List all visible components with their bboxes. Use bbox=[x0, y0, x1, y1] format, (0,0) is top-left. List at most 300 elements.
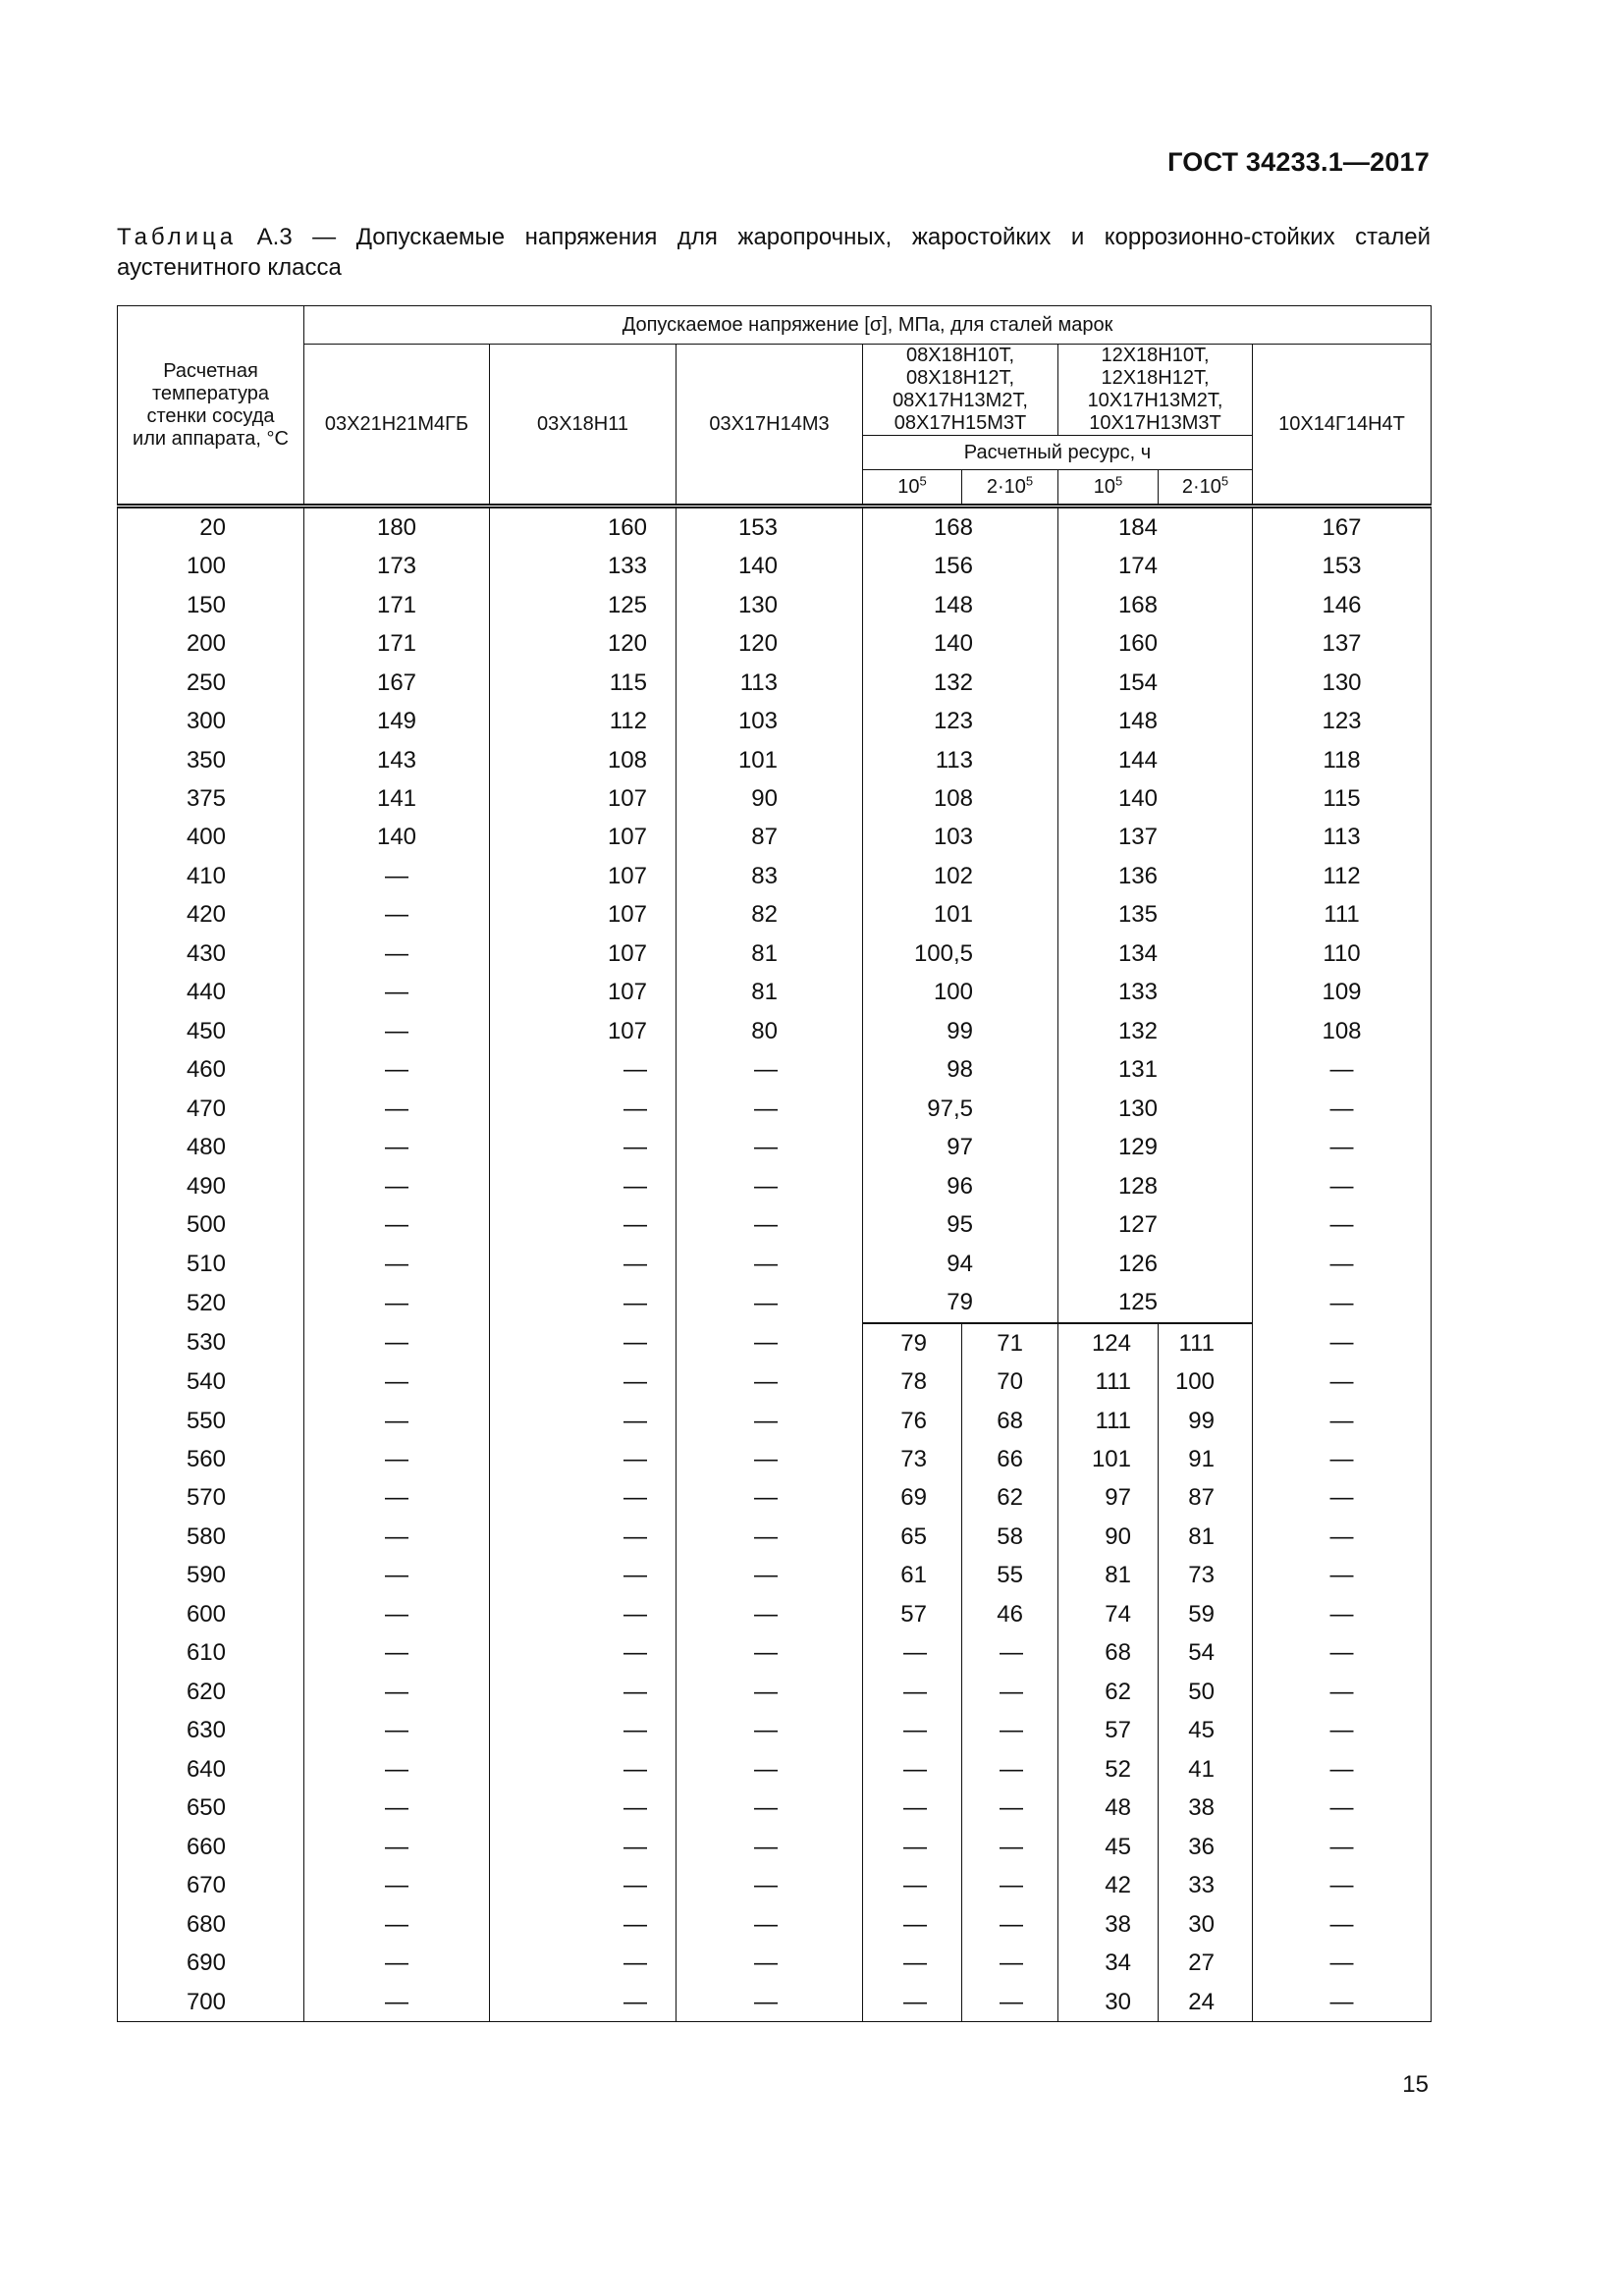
table-cell: 48 bbox=[1058, 1789, 1159, 1827]
table-cell: 81 bbox=[1159, 1518, 1253, 1556]
caption-label: Таблица bbox=[117, 224, 238, 250]
table-cell: 111 bbox=[1058, 1402, 1159, 1440]
table-cell: 102 bbox=[863, 857, 1058, 895]
table-cell: 137 bbox=[1253, 624, 1432, 663]
table-cell: — bbox=[490, 1323, 677, 1362]
table-row bbox=[118, 934, 1432, 973]
table-cell: — bbox=[1253, 1828, 1432, 1866]
table-row bbox=[118, 1362, 1432, 1401]
table-cell: 36 bbox=[1159, 1828, 1253, 1866]
table-cell: 30 bbox=[1058, 1983, 1159, 2022]
table-cell: — bbox=[1253, 1283, 1432, 1322]
table-cell: 108 bbox=[1253, 1012, 1432, 1050]
table-cell: 74 bbox=[1058, 1595, 1159, 1633]
table-cell: 115 bbox=[1253, 779, 1432, 818]
table-cell: 68 bbox=[1058, 1634, 1159, 1673]
table-cell: 123 bbox=[1253, 702, 1432, 740]
table-cell: — bbox=[304, 1051, 490, 1090]
table-row bbox=[118, 547, 1432, 585]
table-cell: 97,5 bbox=[863, 1090, 1058, 1128]
table-cell: — bbox=[677, 1828, 863, 1866]
table-row bbox=[118, 779, 1432, 818]
table-cell: 180 bbox=[304, 507, 490, 548]
table-cell: 126 bbox=[1058, 1245, 1253, 1283]
table-cell: 125 bbox=[490, 586, 677, 624]
steel-header-last: 10Х14Г14Н4Т bbox=[1253, 345, 1432, 507]
table-cell: 98 bbox=[863, 1051, 1058, 1090]
table-cell: — bbox=[304, 974, 490, 1012]
table-cell: 580 bbox=[118, 1518, 304, 1556]
table-cell: — bbox=[677, 1402, 863, 1440]
table-cell: 34 bbox=[1058, 1944, 1159, 1982]
table-cell: 620 bbox=[118, 1673, 304, 1711]
resource-1e5-a: $10^5$ bbox=[863, 470, 962, 507]
table-cell: — bbox=[677, 1479, 863, 1518]
table-cell: — bbox=[677, 1167, 863, 1205]
table-cell: — bbox=[863, 1944, 962, 1982]
table-cell: 450 bbox=[118, 1012, 304, 1050]
table-cell: — bbox=[1253, 1634, 1432, 1673]
table-cell: 143 bbox=[304, 741, 490, 779]
table-cell: — bbox=[962, 1789, 1058, 1827]
table-cell: 660 bbox=[118, 1828, 304, 1866]
table-cell: — bbox=[863, 1634, 962, 1673]
table-cell: — bbox=[677, 1595, 863, 1633]
table-cell: 171 bbox=[304, 624, 490, 663]
steel-group-a-header: 08Х18Н10Т, 08Х18Н12Т, 08Х17Н13М2Т, 08Х17Н15М3Т bbox=[863, 345, 1058, 436]
table-row bbox=[118, 586, 1432, 624]
table-cell: — bbox=[1253, 1323, 1432, 1362]
table-cell: 95 bbox=[863, 1205, 1058, 1244]
table-cell: 136 bbox=[1058, 857, 1253, 895]
table-cell: — bbox=[677, 1323, 863, 1362]
table-cell: — bbox=[1253, 1402, 1432, 1440]
table-row bbox=[118, 1051, 1432, 1090]
table-cell: 160 bbox=[490, 507, 677, 548]
table-cell: — bbox=[1253, 1595, 1432, 1633]
resource-2e5-a: $2\cdot 10^5$ bbox=[962, 470, 1058, 507]
table-cell: 118 bbox=[1253, 741, 1432, 779]
table-cell: 168 bbox=[863, 507, 1058, 548]
table-cell: — bbox=[863, 1983, 962, 2022]
table-cell: — bbox=[1253, 1789, 1432, 1827]
table-cell: — bbox=[863, 1866, 962, 1904]
table-cell: — bbox=[304, 1905, 490, 1944]
table-row bbox=[118, 1595, 1432, 1633]
table-cell: — bbox=[962, 1944, 1058, 1982]
table-cell: — bbox=[677, 1518, 863, 1556]
table-row bbox=[118, 624, 1432, 663]
table-cell: — bbox=[677, 1634, 863, 1673]
table-cell: — bbox=[490, 1944, 677, 1982]
table-cell: 111 bbox=[1159, 1323, 1253, 1362]
table-cell: — bbox=[863, 1905, 962, 1944]
table-cell: — bbox=[490, 1866, 677, 1904]
table-cell: 54 bbox=[1159, 1634, 1253, 1673]
table-cell: — bbox=[863, 1789, 962, 1827]
table-cell: — bbox=[677, 1362, 863, 1401]
table-cell: 640 bbox=[118, 1750, 304, 1789]
table-cell: 113 bbox=[677, 664, 863, 702]
temperature-header: Расчетная температура стенки сосуда или аппарата, °С bbox=[118, 306, 304, 507]
table-cell: 83 bbox=[677, 857, 863, 895]
table-cell: — bbox=[304, 1673, 490, 1711]
table-cell: 530 bbox=[118, 1323, 304, 1362]
table-cell: 140 bbox=[863, 624, 1058, 663]
table-cell: 45 bbox=[1058, 1828, 1159, 1866]
table-cell: 650 bbox=[118, 1789, 304, 1827]
table-cell: — bbox=[962, 1983, 1058, 2022]
table-cell: — bbox=[304, 1866, 490, 1904]
table-cell: 59 bbox=[1159, 1595, 1253, 1633]
table-row bbox=[118, 1245, 1432, 1283]
table-cell: 103 bbox=[677, 702, 863, 740]
table-cell: 600 bbox=[118, 1595, 304, 1633]
table-cell: 24 bbox=[1159, 1983, 1253, 2022]
table-row bbox=[118, 896, 1432, 934]
table-cell: 62 bbox=[1058, 1673, 1159, 1711]
table-cell: 130 bbox=[1058, 1090, 1253, 1128]
table-cell: — bbox=[1253, 1944, 1432, 1982]
table-cell: 680 bbox=[118, 1905, 304, 1944]
table-row bbox=[118, 1323, 1432, 1362]
table-cell: 150 bbox=[118, 586, 304, 624]
table-cell: — bbox=[304, 857, 490, 895]
table-cell: 250 bbox=[118, 664, 304, 702]
table-cell: 96 bbox=[863, 1167, 1058, 1205]
table-cell: 20 bbox=[118, 507, 304, 548]
table-cell: 540 bbox=[118, 1362, 304, 1401]
table-cell: 480 bbox=[118, 1129, 304, 1167]
table-cell: — bbox=[490, 1750, 677, 1789]
table-cell: 123 bbox=[863, 702, 1058, 740]
table-row bbox=[118, 1866, 1432, 1904]
table-cell: — bbox=[304, 1983, 490, 2022]
table-cell: 350 bbox=[118, 741, 304, 779]
table-cell: 128 bbox=[1058, 1167, 1253, 1205]
table-cell: 108 bbox=[490, 741, 677, 779]
table-cell: — bbox=[304, 1090, 490, 1128]
table-row bbox=[118, 1440, 1432, 1478]
table-cell: — bbox=[1253, 1983, 1432, 2022]
table-cell: 38 bbox=[1058, 1905, 1159, 1944]
table-cell: — bbox=[677, 1905, 863, 1944]
table-cell: 124 bbox=[1058, 1323, 1159, 1362]
table-body bbox=[118, 507, 1432, 2022]
table-cell: 127 bbox=[1058, 1205, 1253, 1244]
table-row bbox=[118, 702, 1432, 740]
table-cell: — bbox=[1253, 1750, 1432, 1789]
table-cell: 94 bbox=[863, 1245, 1058, 1283]
table-cell: 113 bbox=[863, 741, 1058, 779]
table-row bbox=[118, 1712, 1432, 1750]
table-cell: 560 bbox=[118, 1440, 304, 1478]
table-cell: — bbox=[863, 1828, 962, 1866]
table-cell: — bbox=[490, 1090, 677, 1128]
table-cell: — bbox=[490, 1557, 677, 1595]
table-row bbox=[118, 1090, 1432, 1128]
steel-header-2: 03Х18Н11 bbox=[490, 345, 677, 507]
table-cell: — bbox=[490, 1712, 677, 1750]
table-cell: 156 bbox=[863, 547, 1058, 585]
table-cell: 115 bbox=[490, 664, 677, 702]
table-cell: — bbox=[490, 1905, 677, 1944]
table-cell: 111 bbox=[1058, 1362, 1159, 1401]
table-cell: 130 bbox=[677, 586, 863, 624]
table-cell: 81 bbox=[677, 934, 863, 973]
table-cell: — bbox=[677, 1789, 863, 1827]
table-cell: 45 bbox=[1159, 1712, 1253, 1750]
table-cell: — bbox=[304, 1712, 490, 1750]
table-cell: 55 bbox=[962, 1557, 1058, 1595]
table-cell: — bbox=[1253, 1090, 1432, 1128]
table-row bbox=[118, 1167, 1432, 1205]
table-cell: — bbox=[304, 1595, 490, 1633]
table-cell: 430 bbox=[118, 934, 304, 973]
table-cell: — bbox=[490, 1051, 677, 1090]
table-cell: 168 bbox=[1058, 586, 1253, 624]
table-cell: 153 bbox=[677, 507, 863, 548]
table-cell: — bbox=[304, 1828, 490, 1866]
table-cell: 82 bbox=[677, 896, 863, 934]
table-cell: — bbox=[304, 1129, 490, 1167]
table-cell: — bbox=[677, 1712, 863, 1750]
table-cell: 61 bbox=[863, 1557, 962, 1595]
table-cell: 131 bbox=[1058, 1051, 1253, 1090]
table-cell: 410 bbox=[118, 857, 304, 895]
table-cell: — bbox=[677, 1983, 863, 2022]
table-row bbox=[118, 1905, 1432, 1944]
table-cell: — bbox=[677, 1750, 863, 1789]
table-cell: 160 bbox=[1058, 624, 1253, 663]
table-cell: — bbox=[962, 1712, 1058, 1750]
table-cell: 200 bbox=[118, 624, 304, 663]
table-cell: 120 bbox=[490, 624, 677, 663]
table-cell: — bbox=[1253, 1673, 1432, 1711]
table-row bbox=[118, 1479, 1432, 1518]
table-cell: 133 bbox=[1058, 974, 1253, 1012]
stress-group-header: Допускаемое напряжение [σ], МПа, для сталей марок bbox=[304, 306, 1432, 345]
table-cell: — bbox=[1253, 1479, 1432, 1518]
table-cell: — bbox=[490, 1634, 677, 1673]
table-cell: 100,5 bbox=[863, 934, 1058, 973]
table-cell: 101 bbox=[1058, 1440, 1159, 1478]
table-cell: 130 bbox=[1253, 664, 1432, 702]
table-cell: 141 bbox=[304, 779, 490, 818]
table-cell: — bbox=[490, 1167, 677, 1205]
table-cell: 375 bbox=[118, 779, 304, 818]
table-cell: 140 bbox=[304, 819, 490, 857]
table-cell: — bbox=[304, 1479, 490, 1518]
table-cell: 590 bbox=[118, 1557, 304, 1595]
table-cell: 135 bbox=[1058, 896, 1253, 934]
table-cell: 57 bbox=[1058, 1712, 1159, 1750]
table-cell: 101 bbox=[677, 741, 863, 779]
table-cell: 149 bbox=[304, 702, 490, 740]
table-cell: 137 bbox=[1058, 819, 1253, 857]
table-cell: 510 bbox=[118, 1245, 304, 1283]
table-cell: 52 bbox=[1058, 1750, 1159, 1789]
table-cell: 41 bbox=[1159, 1750, 1253, 1789]
table-row bbox=[118, 1983, 1432, 2022]
table-cell: 300 bbox=[118, 702, 304, 740]
table-cell: 109 bbox=[1253, 974, 1432, 1012]
table-cell: 107 bbox=[490, 819, 677, 857]
table-cell: — bbox=[863, 1673, 962, 1711]
resource-2e5-b: $2\cdot 10^5$ bbox=[1159, 470, 1253, 507]
table-row bbox=[118, 1828, 1432, 1866]
table-cell: 110 bbox=[1253, 934, 1432, 973]
table-cell: — bbox=[304, 1323, 490, 1362]
stress-table bbox=[117, 305, 1432, 2022]
table-cell: 550 bbox=[118, 1402, 304, 1440]
table-cell: 79 bbox=[863, 1283, 1058, 1322]
table-cell: 100 bbox=[118, 547, 304, 585]
table-cell: 101 bbox=[863, 896, 1058, 934]
table-cell: 107 bbox=[490, 1012, 677, 1050]
table-cell: — bbox=[677, 1557, 863, 1595]
table-cell: — bbox=[677, 1245, 863, 1283]
table-cell: — bbox=[490, 1205, 677, 1244]
steel-header-1: 03Х21Н21М4ГБ bbox=[304, 345, 490, 507]
table-cell: — bbox=[677, 1866, 863, 1904]
table-row bbox=[118, 1129, 1432, 1167]
page-number: 15 bbox=[1402, 2071, 1429, 2098]
table-cell: 100 bbox=[1159, 1362, 1253, 1401]
table-cell: 99 bbox=[1159, 1402, 1253, 1440]
resource-1e5-b: $10^5$ bbox=[1058, 470, 1159, 507]
table-cell: — bbox=[490, 1828, 677, 1866]
table-cell: 107 bbox=[490, 779, 677, 818]
table-cell: — bbox=[962, 1828, 1058, 1866]
table-cell: 173 bbox=[304, 547, 490, 585]
table-cell: 107 bbox=[490, 934, 677, 973]
table-cell: — bbox=[304, 1789, 490, 1827]
table-cell: — bbox=[304, 1283, 490, 1322]
table-cell: — bbox=[490, 1479, 677, 1518]
table-cell: — bbox=[304, 1012, 490, 1050]
table-cell: 140 bbox=[677, 547, 863, 585]
table-cell: — bbox=[490, 1283, 677, 1322]
table-cell: 97 bbox=[1058, 1479, 1159, 1518]
steel-header-3: 03Х17Н14М3 bbox=[677, 345, 863, 507]
table-cell: — bbox=[677, 1944, 863, 1982]
table-cell: — bbox=[677, 1129, 863, 1167]
caption-text: А.3 — Допускаемые напряжения для жаропрочных, жаростойких и коррозионно-стойких сталей аустенитного класса bbox=[117, 224, 1432, 281]
table-cell: 97 bbox=[863, 1129, 1058, 1167]
table-cell: 132 bbox=[1058, 1012, 1253, 1050]
table-row bbox=[118, 1634, 1432, 1673]
table-cell: 81 bbox=[677, 974, 863, 1012]
table-cell: 69 bbox=[863, 1479, 962, 1518]
table-cell: 107 bbox=[490, 857, 677, 895]
table-cell: — bbox=[304, 1167, 490, 1205]
table-cell: — bbox=[304, 1750, 490, 1789]
table-cell: — bbox=[304, 1518, 490, 1556]
table-cell: 690 bbox=[118, 1944, 304, 1982]
table-cell: 57 bbox=[863, 1595, 962, 1633]
table-cell: 148 bbox=[863, 586, 1058, 624]
table-row bbox=[118, 1283, 1432, 1322]
table-cell: 610 bbox=[118, 1634, 304, 1673]
table-row bbox=[118, 1673, 1432, 1711]
table-cell: — bbox=[677, 1090, 863, 1128]
table-cell: 108 bbox=[863, 779, 1058, 818]
table-cell: 134 bbox=[1058, 934, 1253, 973]
table-cell: — bbox=[490, 1673, 677, 1711]
table-cell: — bbox=[490, 1518, 677, 1556]
table-cell: — bbox=[962, 1866, 1058, 1904]
table-cell: — bbox=[304, 1944, 490, 1982]
table-cell: 125 bbox=[1058, 1283, 1253, 1322]
table-cell: 58 bbox=[962, 1518, 1058, 1556]
table-cell: 570 bbox=[118, 1479, 304, 1518]
table-cell: 71 bbox=[962, 1323, 1058, 1362]
table-cell: 100 bbox=[863, 974, 1058, 1012]
table-cell: 146 bbox=[1253, 586, 1432, 624]
table-cell: 113 bbox=[1253, 819, 1432, 857]
table-cell: 91 bbox=[1159, 1440, 1253, 1478]
table-row bbox=[118, 1750, 1432, 1789]
table-cell: — bbox=[863, 1750, 962, 1789]
table-cell: — bbox=[1253, 1129, 1432, 1167]
table-cell: — bbox=[1253, 1518, 1432, 1556]
document-code: ГОСТ 34233.1—2017 bbox=[1167, 147, 1430, 177]
table-cell: 70 bbox=[962, 1362, 1058, 1401]
table-cell: — bbox=[1253, 1051, 1432, 1090]
table-cell: — bbox=[490, 1129, 677, 1167]
table-cell: — bbox=[1253, 1866, 1432, 1904]
table-cell: 73 bbox=[863, 1440, 962, 1478]
table-cell: 33 bbox=[1159, 1866, 1253, 1904]
table-row bbox=[118, 1205, 1432, 1244]
table-cell: 153 bbox=[1253, 547, 1432, 585]
table-cell: 670 bbox=[118, 1866, 304, 1904]
table-cell: — bbox=[304, 1402, 490, 1440]
table-row bbox=[118, 819, 1432, 857]
table-cell: 700 bbox=[118, 1983, 304, 2022]
table-cell: 80 bbox=[677, 1012, 863, 1050]
table-cell: 76 bbox=[863, 1402, 962, 1440]
table-cell: — bbox=[490, 1245, 677, 1283]
table-cell: — bbox=[490, 1440, 677, 1478]
table-row bbox=[118, 664, 1432, 702]
table-cell: — bbox=[304, 1557, 490, 1595]
table-row bbox=[118, 974, 1432, 1012]
table-cell: 174 bbox=[1058, 547, 1253, 585]
steel-group-b-header: 12Х18Н10Т, 12Х18Н12Т, 10Х17Н13М2Т, 10Х17Н13М3Т bbox=[1058, 345, 1253, 436]
table-cell: — bbox=[490, 1789, 677, 1827]
resource-header: Расчетный ресурс, ч bbox=[863, 436, 1253, 470]
table-cell: 500 bbox=[118, 1205, 304, 1244]
table-cell: — bbox=[1253, 1905, 1432, 1944]
table-cell: 184 bbox=[1058, 507, 1253, 548]
table-cell: 112 bbox=[490, 702, 677, 740]
table-cell: — bbox=[490, 1362, 677, 1401]
table-cell: 120 bbox=[677, 624, 863, 663]
table-row bbox=[118, 1944, 1432, 1982]
table-cell: 112 bbox=[1253, 857, 1432, 895]
table-cell: 79 bbox=[863, 1323, 962, 1362]
table-cell: — bbox=[677, 1205, 863, 1244]
table-cell: 167 bbox=[1253, 507, 1432, 548]
table-cell: 62 bbox=[962, 1479, 1058, 1518]
table-cell: — bbox=[490, 1983, 677, 2022]
table-cell: — bbox=[677, 1051, 863, 1090]
table-cell: — bbox=[1253, 1205, 1432, 1244]
table-cell: — bbox=[962, 1905, 1058, 1944]
table-row bbox=[118, 1518, 1432, 1556]
